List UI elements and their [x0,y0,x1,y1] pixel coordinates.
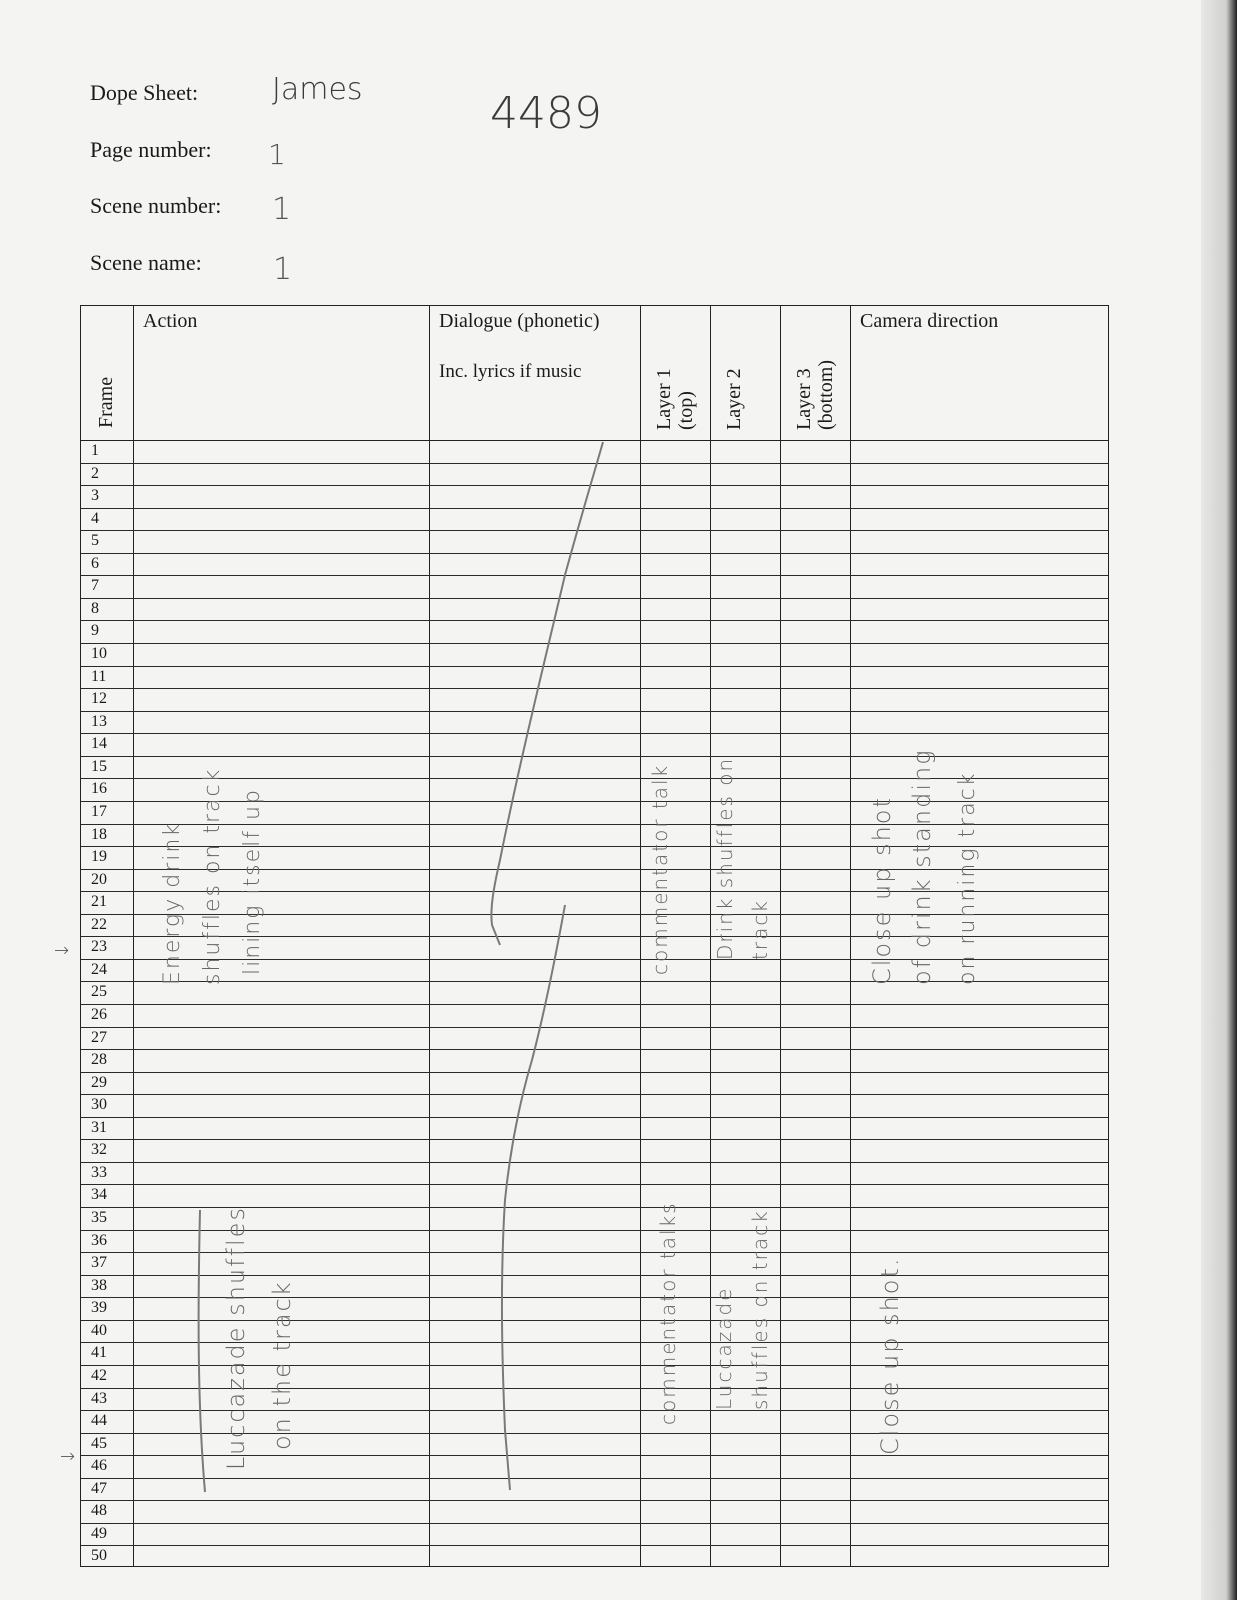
frame-number: 42 [91,1366,107,1384]
frame-number: 1 [91,442,99,459]
layer2-note-1-line2: track [748,899,772,960]
frame-number: 27 [91,1028,107,1046]
frame-number: 49 [91,1524,107,1542]
layer2-note-2-line2: shuffles on track [748,1209,772,1410]
layer1-note-2: commentator talks [656,1201,680,1425]
col-head-action: Action [143,310,198,332]
frame-number: 46 [91,1457,107,1475]
camera-note-1-line2: of drink standing [908,748,936,985]
frame-number: 19 [91,848,107,866]
frame-number: 20 [91,870,107,888]
frame-number: 8 [91,599,99,617]
frame-number: 29 [91,1073,107,1091]
frame-number: 22 [91,915,107,933]
col-head-frame: Frame [95,376,117,428]
scene-name-label: Scene name: [90,250,202,275]
frame-number: 2 [91,464,99,482]
frame-number: 40 [91,1321,107,1339]
frame-number: 12 [91,690,107,708]
action-bracket-line [199,1210,205,1492]
frame-number: 23 [91,938,107,956]
frame-number: 28 [91,1051,107,1069]
frame-number: 36 [91,1231,107,1249]
frame-number: 7 [91,577,99,595]
frame-number: 25 [91,983,107,1001]
frame-number: 18 [91,825,107,843]
arrow-mark-icon: → [60,1446,76,1467]
frame-number: 38 [91,1276,107,1294]
frame-number: 45 [91,1434,107,1452]
frame-number: 17 [91,802,107,820]
frame-number: 21 [91,893,107,911]
frame-number: 16 [91,780,107,798]
col-head-dialogue: Dialogue (phonetic) [439,310,600,332]
scene-name-value: 1 [273,252,293,287]
frame-number: 13 [91,712,107,730]
frame-number: 33 [91,1163,107,1181]
layer2-note-1-line1: Drink shuffles on [713,756,737,960]
frame-number: 6 [91,554,99,572]
dope-sheet-label: Dope Sheet: [90,80,199,105]
page-number-label: Page number: [90,137,212,162]
camera-note-2: Close up shot. [876,1256,904,1455]
frame-number: 4 [91,509,99,527]
action-note-2-line1: Luccazade shuffles [222,1206,250,1470]
camera-note-1-line3: on running track [955,771,980,985]
action-note-1-line1: Energy drink [160,821,185,985]
page-number-value: 1 [268,138,286,171]
dialogue-hold-line-1 [491,442,603,945]
frame-number: 26 [91,1006,107,1023]
frame-number: 47 [91,1479,107,1497]
action-note-1-line2: shuffles on track [200,767,225,985]
frame-number: 10 [91,645,107,663]
frame-number: 37 [91,1254,107,1272]
col-head-dialogue-sub: Inc. lyrics if music [439,361,582,382]
scene-number-value: 1 [272,192,292,227]
frame-number: 43 [91,1389,107,1407]
col-head-camera: Camera direction [860,310,999,332]
frame-number: 9 [91,622,99,640]
col-head-layer2: Layer 2 [723,368,745,430]
frame-number: 35 [91,1209,107,1227]
scene-number-label: Scene number: [90,193,222,218]
arrow-mark-icon: → [54,940,70,961]
frame-number: 44 [91,1412,107,1430]
frame-number: 30 [91,1096,107,1114]
frame-number: 24 [91,960,107,978]
frame-number: 31 [91,1118,107,1136]
dope-sheet-value: James [272,72,363,107]
frame-number: 32 [91,1141,107,1159]
frame-number: 3 [91,487,99,505]
layer1-note-1: commentator talk [648,763,672,975]
frame-number: 41 [91,1344,107,1362]
frame-number: 5 [91,532,99,550]
frame-number: 11 [91,667,107,685]
layer2-note-2-line1: Luccazade [712,1286,736,1410]
action-note-2-line2: on the track [268,1280,296,1450]
dialogue-hold-line-2 [502,905,565,1490]
frame-number: 34 [91,1186,107,1204]
frame-number: 39 [91,1299,107,1317]
extra-number: 4489 [490,88,602,139]
frame-number: 50 [91,1547,107,1565]
frame-number: 48 [91,1502,107,1520]
camera-note-1-line1: Close up shot [868,796,896,985]
col-head-layer1: Layer 1 (top) [653,368,697,430]
col-head-layer3: Layer 3 (bottom) [793,360,837,430]
frame-number: 15 [91,757,107,775]
action-note-1-line3: lining itself up [240,788,265,975]
frame-number: 14 [91,735,107,753]
